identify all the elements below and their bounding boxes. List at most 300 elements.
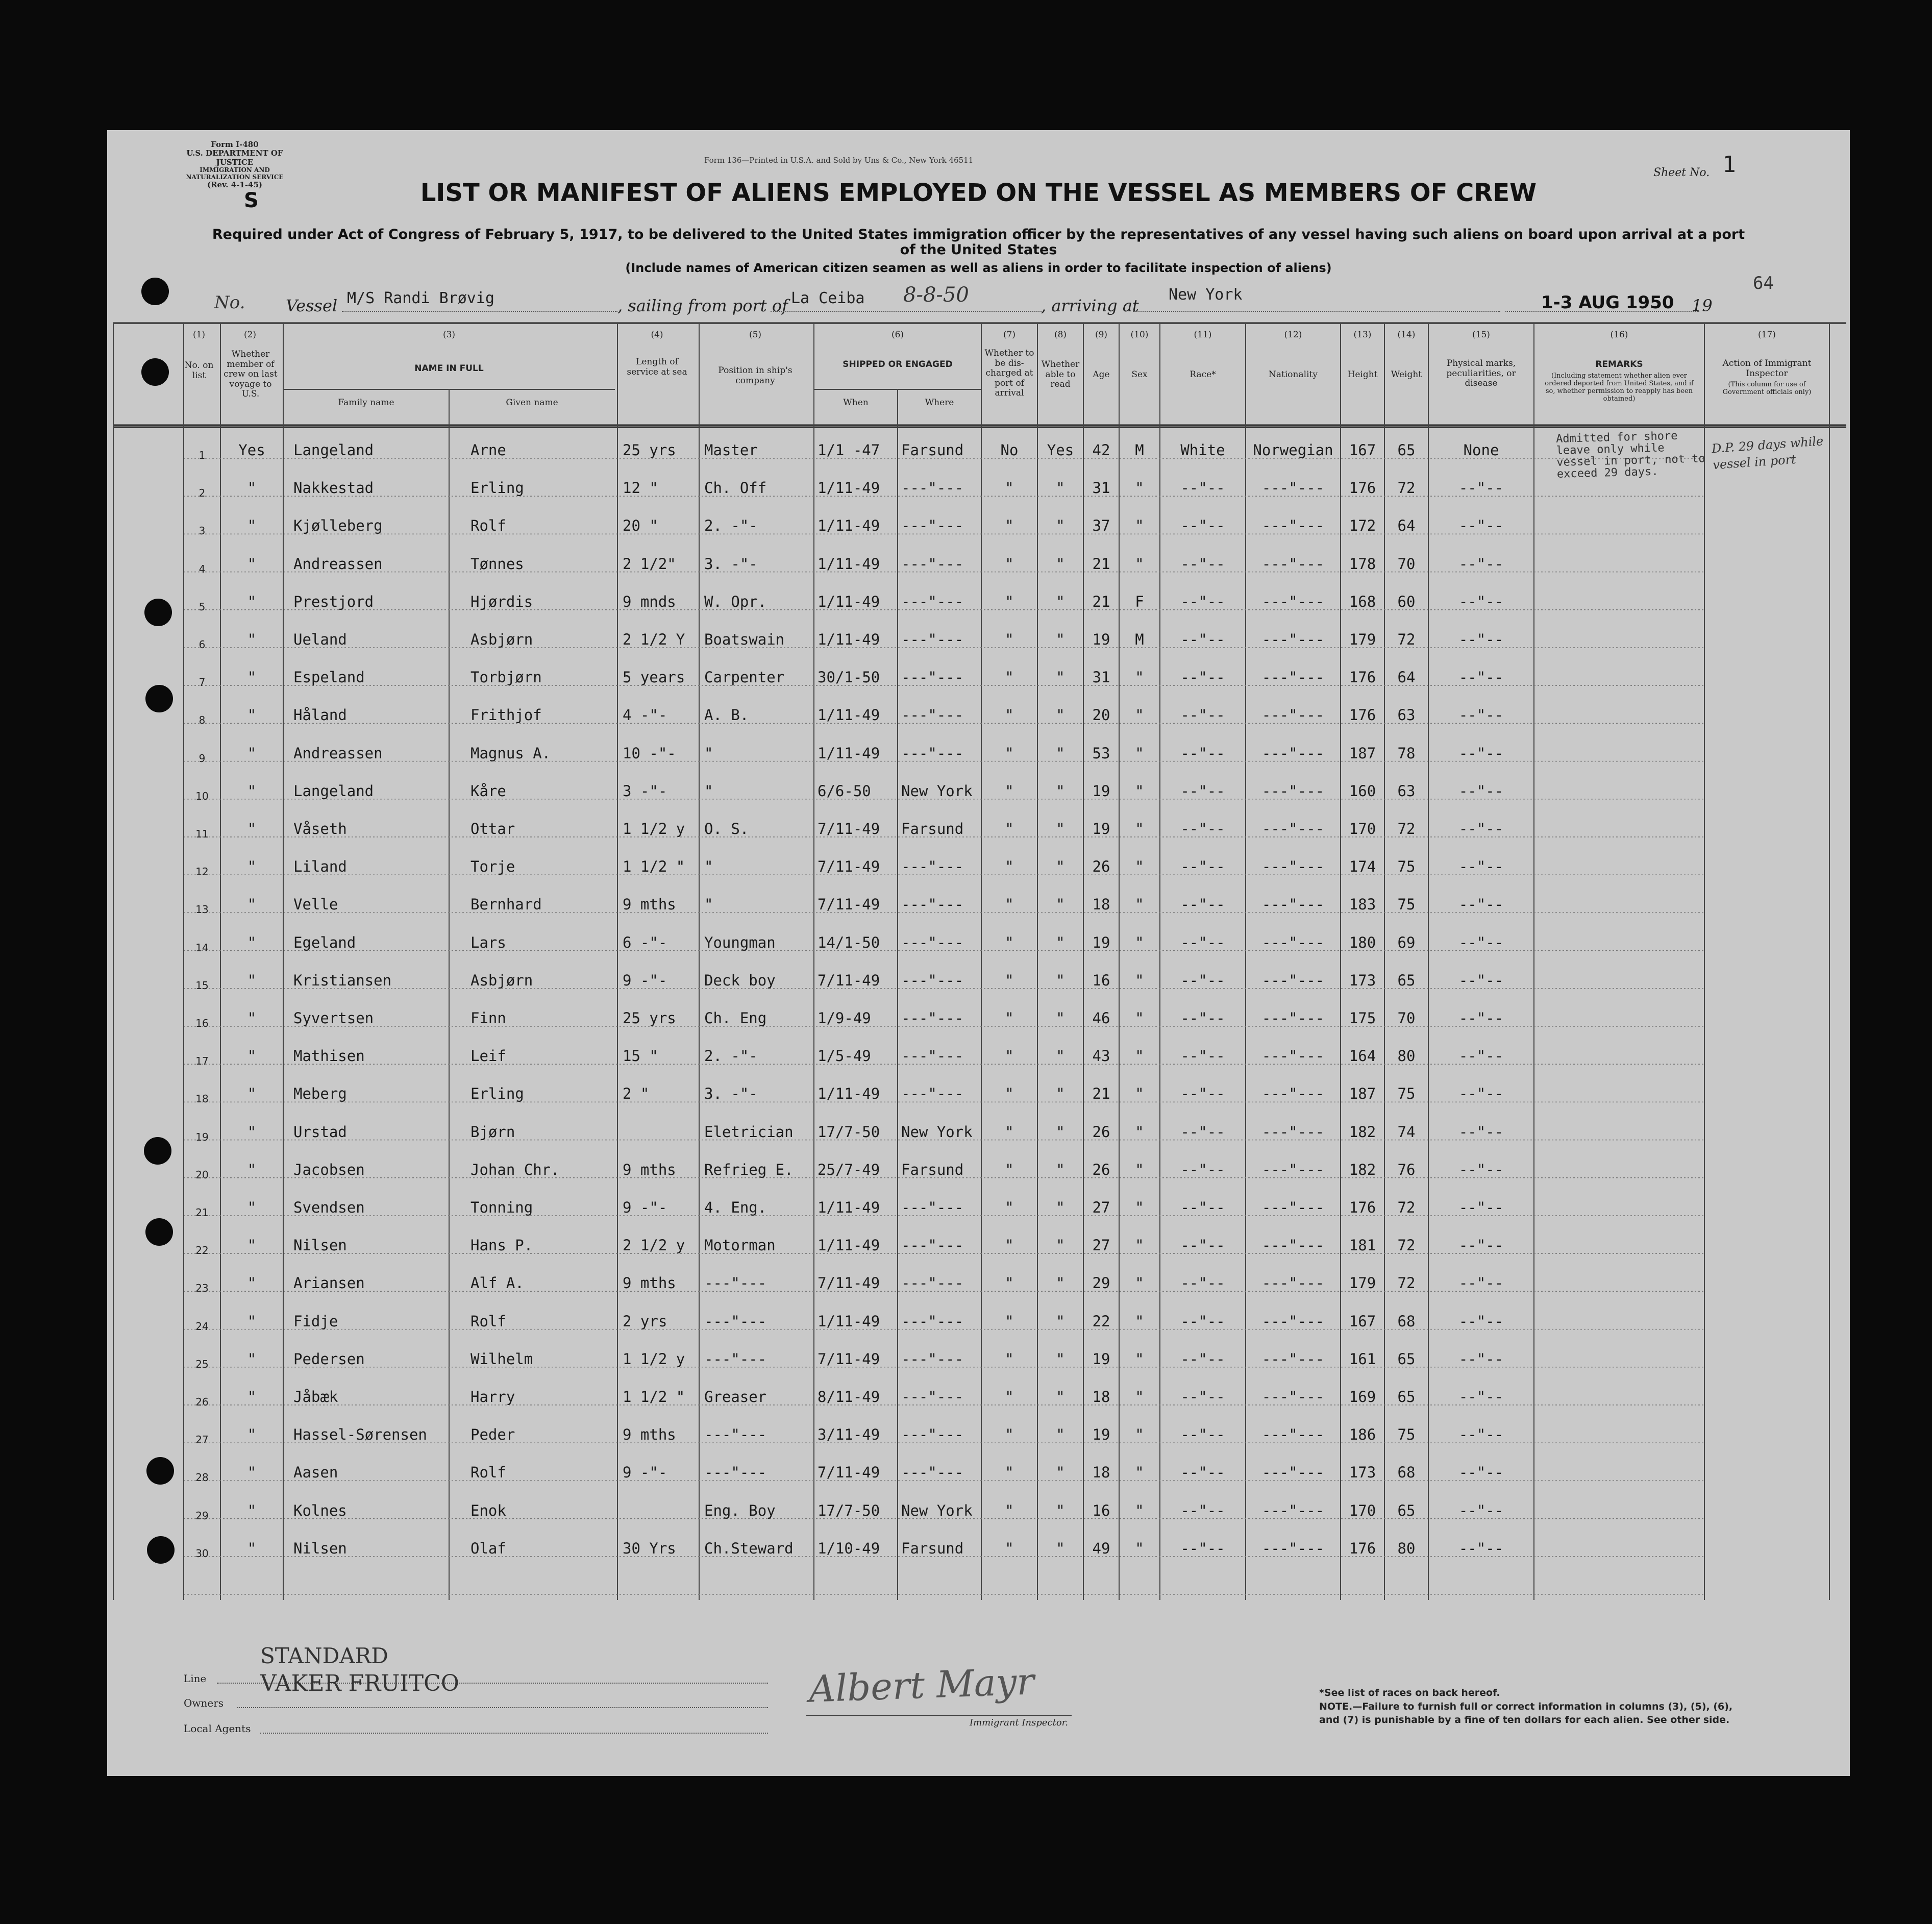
cell-sex: " [1135,971,1144,989]
cell-length-service: 9 mnds [623,593,676,610]
cell-given-name: Rolf [470,1312,506,1330]
cell-length-service: 3 -"- [623,782,667,800]
cell-family-name: Andreassen [293,555,383,573]
cell-discharged: " [1005,669,1014,686]
cell-position: Youngman [704,933,776,951]
header-discharged: Whether to be dis-charged at port of arrival [984,348,1034,399]
cell-weight: 80 [1397,1539,1416,1557]
cell-physical-marks: --"-- [1458,1464,1504,1482]
cell-position: " [704,896,713,914]
cell-height: 183 [1349,896,1376,914]
cell-family-name: Svendsen [293,1199,365,1216]
cell-row-number: 2 [199,487,206,500]
col-num-9: (9) [1095,330,1108,340]
cell-physical-marks: --"-- [1458,1085,1504,1103]
header-weight: Weight [1391,369,1422,380]
cell-row-number: 4 [199,562,206,575]
cell-discharged: " [1005,744,1014,762]
cell-where: ---"--- [901,744,964,762]
cell-where: New York [901,782,973,800]
cell-given-name: Erling [470,1085,524,1103]
cell-prev-voyage: " [247,782,257,800]
cell-nationality: ---"--- [1261,1312,1325,1330]
cell-sex: " [1135,1388,1144,1405]
cell-nationality: ---"--- [1261,971,1325,989]
cell-row-number: 27 [195,1434,209,1446]
cell-given-name: Hjørdis [470,593,533,610]
cell-age: 16 [1092,971,1110,989]
cell-row-number: 23 [195,1282,209,1295]
cell-family-name: Kjølleberg [293,517,383,535]
cell-position: 2. -"- [704,1047,758,1065]
cell-race: --"-- [1180,971,1225,989]
cell-where: ---"--- [901,1350,964,1368]
cell-sex: " [1135,1085,1144,1103]
cell-discharged: " [1005,479,1014,497]
cell-age: 46 [1092,1009,1110,1027]
cell-given-name: Bernhard [470,896,542,914]
header-remarks-note: (Including statement whether alien ever ordered deported from United States, and if so, whether permission to reapply has been obtained) [1545,372,1694,403]
cell-sex: " [1135,744,1144,762]
cell-race: --"-- [1180,1539,1225,1557]
cell-sex: M [1135,441,1144,459]
cell-row-number: 11 [195,828,209,840]
sailing-label: , sailing from port of [617,296,788,315]
cell-nationality: ---"--- [1261,744,1325,762]
cell-length-service: 25 yrs [623,1009,676,1027]
cell-weight: 72 [1397,479,1416,497]
cell-height: 170 [1349,1501,1376,1519]
cell-position: 4. Eng. [704,1199,767,1216]
cell-when: 1/11-49 [818,479,880,497]
cell-weight: 65 [1397,441,1416,459]
cell-nationality: ---"--- [1261,1350,1325,1368]
cell-nationality: ---"--- [1261,517,1325,535]
cell-discharged: " [1005,1237,1014,1254]
col-num-6: (6) [891,330,904,340]
cell-length-service: 10 -"- [623,744,676,762]
cell-when: 25/7-49 [818,1161,880,1178]
header-nationality: Nationality [1269,369,1318,380]
cell-prev-voyage: " [247,1539,257,1557]
cell-given-name: Magnus A. [470,744,551,762]
cell-age: 21 [1092,1085,1110,1103]
cell-length-service: 1 1/2 " [623,1388,685,1405]
cell-age: 43 [1092,1047,1110,1065]
cell-weight: 65 [1397,1350,1416,1368]
cell-nationality: ---"--- [1261,1388,1325,1405]
cell-weight: 65 [1397,1501,1416,1519]
cell-position: Eng. Boy [704,1501,776,1519]
cell-sex: " [1135,706,1144,724]
cell-nationality: ---"--- [1261,858,1325,876]
cell-sex: " [1135,1350,1144,1368]
cell-age: 29 [1092,1274,1110,1292]
cell-nationality: ---"--- [1261,896,1325,914]
cell-length-service: 1 1/2 " [623,858,685,876]
cell-given-name: Arne [470,441,506,459]
cell-age: 26 [1092,858,1110,876]
cell-given-name: Alf A. [470,1274,524,1292]
cell-row-number: 19 [195,1130,209,1143]
cell-when: 1/9-49 [818,1009,871,1027]
cell-discharged: " [1005,1464,1014,1482]
cell-where: ---"--- [901,706,964,724]
cell-family-name: Nilsen [293,1539,347,1557]
cell-race: --"-- [1180,555,1225,573]
cell-able-read: " [1056,858,1065,876]
cell-able-read: " [1056,1009,1065,1027]
cell-age: 20 [1092,706,1110,724]
cell-physical-marks: --"-- [1458,517,1504,535]
cell-physical-marks: --"-- [1458,1350,1504,1368]
signature-line [806,1715,1072,1716]
sailing-date: 8-8-50 [903,283,969,307]
cell-race: --"-- [1180,1501,1225,1519]
cell-able-read: " [1056,1350,1065,1368]
cell-where: ---"--- [901,1312,964,1330]
cell-discharged: " [1005,555,1014,573]
cell-prev-voyage: " [247,593,257,610]
cell-family-name: Aasen [293,1464,338,1482]
cell-nationality: ---"--- [1261,1199,1325,1216]
cell-prev-voyage: " [247,744,257,762]
col-num-2: (2) [243,330,257,340]
cell-length-service: 2 1/2" [623,555,676,573]
cell-discharged: " [1005,1199,1014,1216]
cell-row-number: 21 [195,1206,209,1219]
cell-sex: " [1135,933,1144,951]
line-value: STANDARD [260,1643,388,1668]
cell-nationality: ---"--- [1261,1501,1325,1519]
cell-where: ---"--- [901,631,964,648]
arriving-label: , arriving at [1041,296,1139,315]
cell-family-name: Ueland [293,631,347,648]
cell-prev-voyage: " [247,1350,257,1368]
cell-nationality: ---"--- [1261,593,1325,610]
cell-able-read: " [1056,1388,1065,1405]
cell-where: New York [901,1501,973,1519]
cell-able-read: " [1056,820,1065,837]
cell-where: ---"--- [901,858,964,876]
cell-able-read: " [1056,517,1065,535]
cell-race: --"-- [1180,706,1225,724]
cell-age: 26 [1092,1123,1110,1141]
cell-weight: 65 [1397,971,1416,989]
cell-sex: " [1135,896,1144,914]
cell-family-name: Kristiansen [293,971,392,989]
cell-sex: " [1135,1237,1144,1254]
cell-nationality: ---"--- [1261,782,1325,800]
punch-hole [147,1536,175,1564]
cell-where: ---"--- [901,896,964,914]
cell-sex: " [1135,555,1144,573]
cell-where: ---"--- [901,1085,964,1103]
sheet-number-label: Sheet No. [1653,166,1710,179]
cell-position: " [704,858,713,876]
cell-physical-marks: --"-- [1458,1161,1504,1178]
cell-height: 176 [1349,479,1376,497]
cell-position: Ch.Steward [704,1539,794,1557]
cell-length-service: 6 -"- [623,933,667,951]
cell-length-service: 9 mths [623,1161,676,1178]
header-given-name: Given name [506,398,558,408]
cell-length-service: 12 " [623,479,658,497]
cell-when: 14/1-50 [818,933,880,951]
cell-physical-marks: --"-- [1458,971,1504,989]
header-where: Where [925,398,954,408]
cell-length-service: 9 mths [623,1274,676,1292]
cell-length-service: 2 1/2 Y [623,631,685,648]
header-sex: Sex [1131,369,1148,380]
cell-row-number: 3 [199,525,206,537]
form-number: Form I-480 [211,140,259,149]
cell-height: 182 [1349,1123,1376,1141]
cell-row-number: 30 [195,1547,209,1560]
cell-given-name: Asbjørn [470,631,533,648]
cell-nationality: ---"--- [1261,820,1325,837]
cell-row-number: 16 [195,1017,209,1029]
cell-length-service: 1 1/2 y [623,1350,685,1368]
header-height: Height [1347,369,1378,380]
cell-weight: 72 [1397,1237,1416,1254]
col-num-16: (16) [1610,330,1628,340]
inspector-signature: Albert Mayr [808,1660,1035,1711]
cell-discharged: " [1005,631,1014,648]
cell-discharged: " [1005,517,1014,535]
cell-weight: 76 [1397,1161,1416,1178]
cell-when: 1/11-49 [818,631,880,648]
cell-prev-voyage: " [247,858,257,876]
cell-given-name: Bjørn [470,1123,515,1141]
col-num-13: (13) [1353,330,1372,340]
cell-length-service: 9 mths [623,896,676,914]
cell-discharged: " [1005,1501,1014,1519]
penalty-note: NOTE.—Failure to furnish full or correct information in columns (3), (5), (6), and (7) is punishable by a fine of ten dollars for each alien. See other side. [1319,1701,1733,1725]
cell-prev-voyage: " [247,1123,257,1141]
cell-family-name: Mathisen [293,1047,365,1065]
cell-prev-voyage: " [247,1199,257,1216]
header-remarks: REMARKS [1595,359,1643,369]
cell-height: 182 [1349,1161,1376,1178]
cell-nationality: ---"--- [1261,1426,1325,1444]
cell-nationality: ---"--- [1261,479,1325,497]
cell-position: 3. -"- [704,1085,758,1103]
cell-family-name: Urstad [293,1123,347,1141]
cell-race: --"-- [1180,858,1225,876]
department-name: U.S. DEPARTMENT OF JUSTICE [186,149,283,167]
owners-label: Owners [184,1697,224,1709]
cell-position: " [704,782,713,800]
cell-length-service: 9 -"- [623,1464,667,1482]
cell-nationality: ---"--- [1261,933,1325,951]
cell-age: 18 [1092,896,1110,914]
cell-given-name: Johan Chr. [470,1161,560,1178]
cell-race: --"-- [1180,896,1225,914]
cell-when: 1/1 -47 [818,441,880,459]
cell-sex: " [1135,517,1144,535]
cell-sex: " [1135,1426,1144,1444]
cell-age: 19 [1092,820,1110,837]
cell-family-name: Våseth [293,820,347,837]
cell-sex: " [1135,1501,1144,1519]
cell-physical-marks: --"-- [1458,1312,1504,1330]
cell-able-read: " [1056,669,1065,686]
cell-prev-voyage: " [247,669,257,686]
cell-when: 1/5-49 [818,1047,871,1065]
cell-nationality: ---"--- [1261,1464,1325,1482]
cell-race: --"-- [1180,1237,1225,1254]
cell-physical-marks: --"-- [1458,820,1504,837]
cell-row-number: 24 [195,1320,209,1333]
cell-where: Farsund [901,820,964,837]
cell-height: 173 [1349,971,1376,989]
cell-position: Greaser [704,1388,767,1405]
cell-when: 7/11-49 [818,896,880,914]
cell-when: 1/10-49 [818,1539,880,1557]
cell-weight: 75 [1397,896,1416,914]
cell-given-name: Harry [470,1388,515,1405]
cell-able-read: " [1056,479,1065,497]
cell-able-read: " [1056,1161,1065,1178]
cell-nationality: ---"--- [1261,1237,1325,1254]
cell-weight: 78 [1397,744,1416,762]
cell-row-number: 26 [195,1396,209,1408]
cell-where: ---"--- [901,1199,964,1216]
cell-nationality: ---"--- [1261,1047,1325,1065]
cell-when: 1/11-49 [818,1199,880,1216]
cell-length-service: 20 " [623,517,658,535]
cell-row-number: 22 [195,1244,209,1257]
cell-when: 1/11-49 [818,1237,880,1254]
cell-row-number: 5 [199,600,206,613]
cell-prev-voyage: " [247,1501,257,1519]
cell-length-service: 1 1/2 y [623,820,685,837]
cell-where: Farsund [901,441,964,459]
cell-height: 178 [1349,555,1376,573]
cell-when: 1/11-49 [818,517,880,535]
cell-discharged: No [1000,441,1019,459]
col-num-12: (12) [1284,330,1302,340]
cell-sex: " [1135,479,1144,497]
cell-age: 49 [1092,1539,1110,1557]
cell-when: 1/11-49 [818,1312,880,1330]
cell-when: 1/11-49 [818,1085,880,1103]
cell-height: 176 [1349,1199,1376,1216]
cell-given-name: Lars [470,933,506,951]
punch-hole [145,685,173,712]
cell-sex: F [1135,593,1144,610]
corner-mark: S [244,189,259,212]
cell-position: W. Opr. [704,593,767,610]
cell-discharged: " [1005,706,1014,724]
cell-weight: 72 [1397,631,1416,648]
line-label: Line [184,1672,207,1685]
cell-position: ---"--- [704,1350,767,1368]
cell-row-number: 10 [195,790,209,802]
header-race: Race* [1190,369,1216,380]
punch-hole [144,1137,171,1165]
header-physical-marks: Physical marks, peculiarities, or disease [1446,358,1516,389]
cell-age: 31 [1092,669,1110,686]
cell-given-name: Frithjof [470,706,542,724]
cell-physical-marks: --"-- [1458,1539,1504,1557]
cell-where: ---"--- [901,1047,964,1065]
cell-prev-voyage: " [247,631,257,648]
cell-length-service: 2 yrs [623,1312,667,1330]
cell-discharged: " [1005,1388,1014,1405]
cell-prev-voyage: " [247,1009,257,1027]
cell-length-service: 4 -"- [623,706,667,724]
cell-race: --"-- [1180,1426,1225,1444]
cell-nationality: Norwegian [1253,441,1333,459]
cell-physical-marks: --"-- [1458,933,1504,951]
cell-weight: 72 [1397,1274,1416,1292]
cell-age: 19 [1092,1350,1110,1368]
cell-position: A. B. [704,706,749,724]
cell-sex: " [1135,669,1144,686]
cell-nationality: ---"--- [1261,1539,1325,1557]
races-note: *See list of races on back hereof. [1319,1687,1500,1698]
cell-given-name: Kåre [470,782,506,800]
cell-given-name: Torje [470,858,515,876]
cell-weight: 72 [1397,820,1416,837]
cell-race: --"-- [1180,933,1225,951]
header-member-last-voyage: Whether member of crew on last voyage to U.S. [224,349,278,400]
punch-hole [145,1218,173,1246]
cell-height: 176 [1349,1539,1376,1557]
cell-age: 27 [1092,1237,1110,1254]
cell-family-name: Hassel-Sørensen [293,1426,427,1444]
cell-nationality: ---"--- [1261,706,1325,724]
cell-family-name: Prestjord [293,593,374,610]
cell-discharged: " [1005,971,1014,989]
cell-when: 7/11-49 [818,820,880,837]
cell-nationality: ---"--- [1261,669,1325,686]
punch-hole [146,1457,174,1485]
cell-physical-marks: --"-- [1458,1237,1504,1254]
cell-row-number: 25 [195,1358,209,1370]
cell-able-read: " [1056,933,1065,951]
cell-prev-voyage: " [247,1312,257,1330]
cell-prev-voyage: " [247,706,257,724]
cell-nationality: ---"--- [1261,1085,1325,1103]
cell-sex: " [1135,1161,1144,1178]
cell-physical-marks: --"-- [1458,479,1504,497]
cell-race: --"-- [1180,631,1225,648]
cell-where: ---"--- [901,517,964,535]
cell-prev-voyage: " [247,1426,257,1444]
cell-family-name: Pedersen [293,1350,365,1368]
vessel-name: M/S Randi Brøvig [347,289,494,307]
cell-able-read: " [1056,593,1065,610]
cell-length-service: 30 Yrs [623,1539,676,1557]
cell-able-read: " [1056,1085,1065,1103]
col-num-3: (3) [442,330,456,340]
cell-able-read: " [1056,896,1065,914]
cell-position: Boatswain [704,631,785,648]
cell-family-name: Egeland [293,933,356,951]
cell-when: 7/11-49 [818,1464,880,1482]
cell-position: ---"--- [704,1312,767,1330]
cell-discharged: " [1005,1539,1014,1557]
cell-nationality: ---"--- [1261,1123,1325,1141]
cell-discharged: " [1005,1123,1014,1141]
col-num-4: (4) [651,330,663,340]
cell-where: ---"--- [901,555,964,573]
cell-nationality: ---"--- [1261,1009,1325,1027]
header-no-on-list: No. on list [184,360,214,381]
